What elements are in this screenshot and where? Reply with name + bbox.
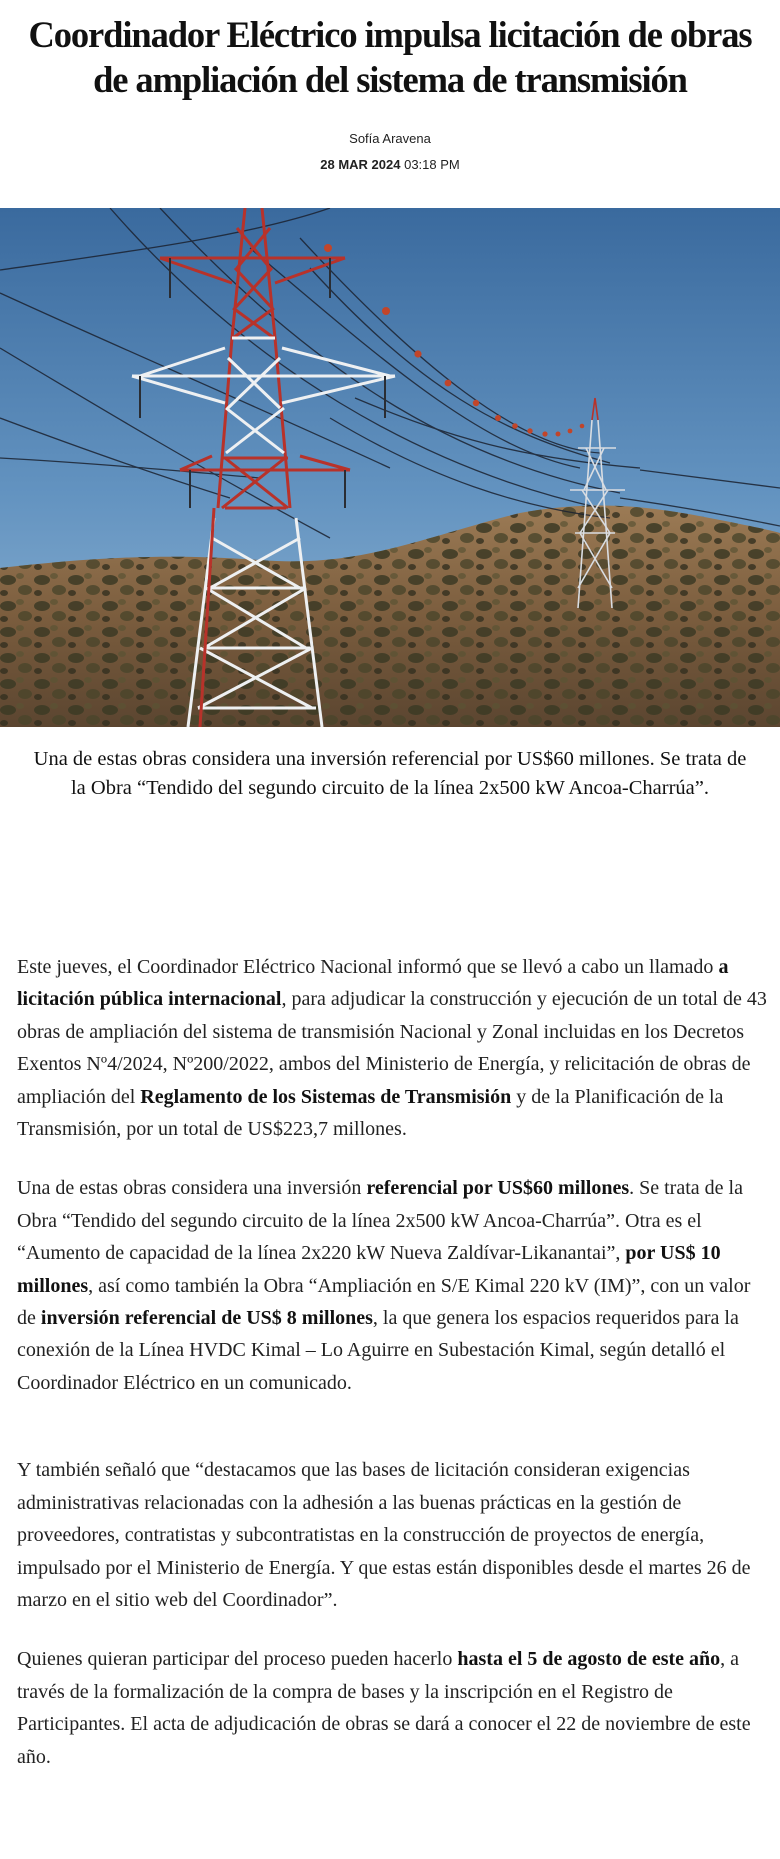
body-paragraph: Y también señaló que “destacamos que las bases de licitación consideran exigencias administrativas relacionadas con la adhesión a las buenas prácticas en la gestión de proveedores, contratistas y subcontratistas en la construcción de proyectos de energía, impulsado por el Ministerio de Energía. Y que estas están disponibles desde el martes 26 de marzo en el sitio web del Coordinador”. [17,1459,751,1611]
body-paragraph: Este jueves, el Coordinador Eléctrico Nacional informó que se llevó a cabo un llamado a licitación pública internacional, para adjudicar la construcción y ejecución de un total de 43 obras de ampliación del sistema de transmisión Nacional y Zonal incluidas en los Decretos Exentos Nº4/2024, Nº200/2022, ambos del Ministerio de Energía, y relicitación de obras de ampliación del Reglamento de los Sistemas de Transmisión y de la Planificación de la Transmisión, por un total de US$223,7 millones. [17,956,767,1141]
body-paragraph: Quienes quieran participar del proceso pueden hacerlo hasta el 5 de agosto de este año, a través de la formalización de la compra de bases y la inscripción en el Registro de Participantes. El acta de adjudicación de obras se dará a conocer el 22 de noviembre de este año. [17,1648,751,1768]
body-paragraph: Una de estas obras considera una inversión referencial por US$60 millones. Se trata de la Obra “Tendido del segundo circuito de la línea 2x500 kW Ancoa-Charrúa”. Otra es el “Aumento de capacidad de la línea 2x220 kW Nueva Zaldívar-Likanantai”, por US$ 10 millones, así como también la Obra “Ampliación en S/E Kimal 220 kV (IM)”, con un valor de inversión referencial de US$ 8 millones, la que genera los espacios requeridos para la conexión de la Línea HVDC Kimal – Lo Aguirre en Subestación Kimal, según detalló el Coordinador Eléctrico en un comunicado. [17,1177,751,1394]
article-body [17,951,769,1800]
publish-time: 03:18 PM [404,157,460,172]
photo-caption: Una de estas obras considera una inversión referencial por US$60 millones. Se trata de la Obra “Tendido del segundo circuito de la línea 2x500 kW Ancoa-Charrúa”. [33,748,747,799]
publish-dateline [0,157,780,172]
article-headline: Coordinador Eléctrico impulsa licitación de obras de ampliación del sistema de transmisión [28,14,752,100]
hero-photo [0,208,780,727]
author-name[interactable]: Sofía Aravena [349,131,431,146]
publish-date: 28 MAR 2024 [320,157,401,172]
author-byline[interactable] [0,131,780,146]
